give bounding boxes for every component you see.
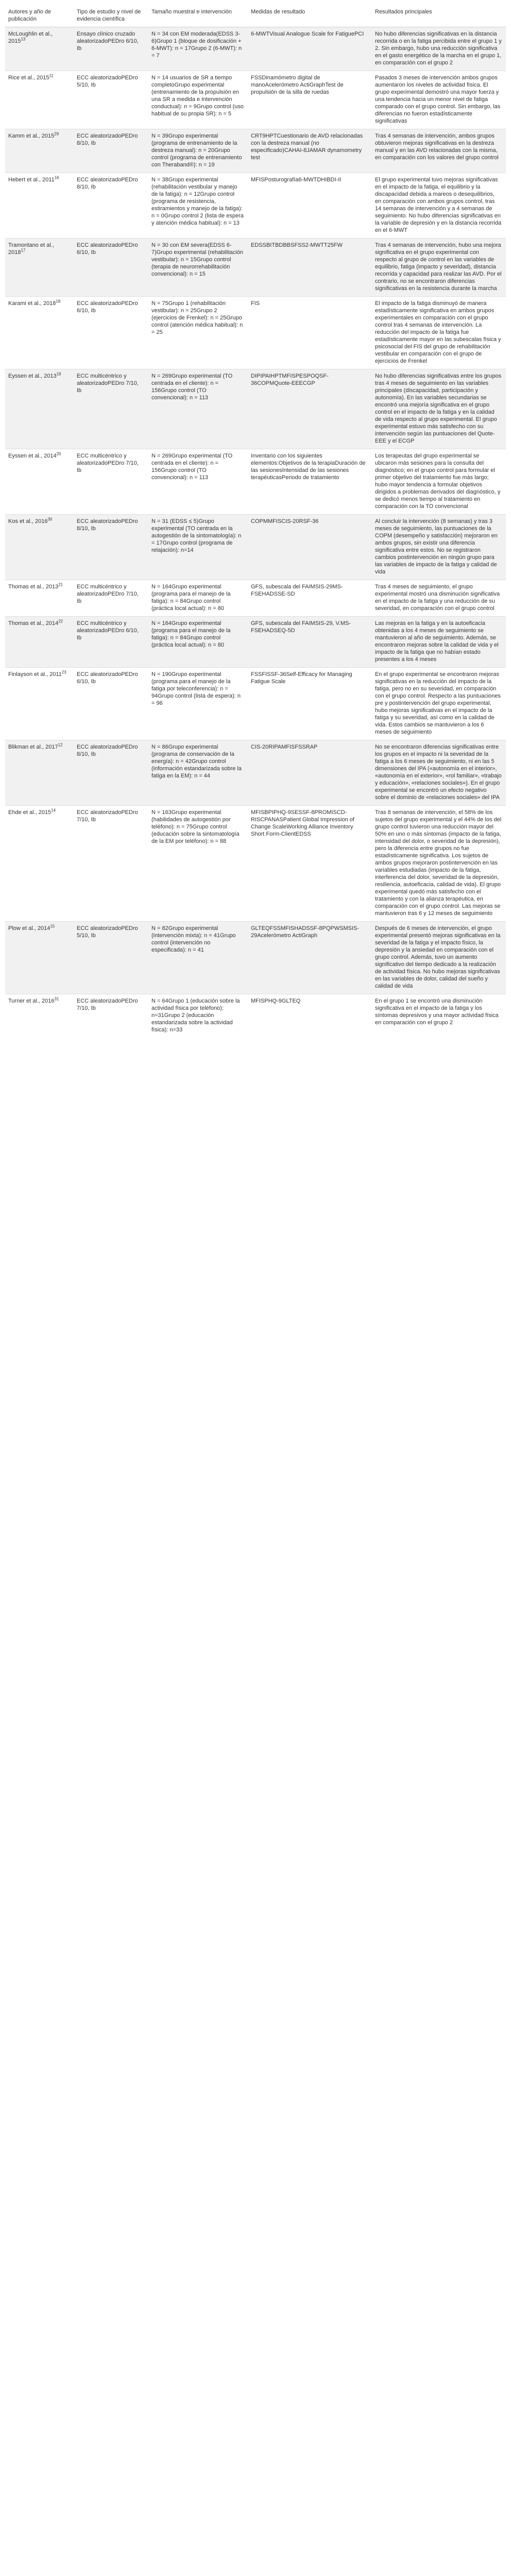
table-row bbox=[5, 617, 506, 668]
results-cell: No hubo diferencias significativas en la distancia recorrida o en la fatiga percibida entre el grupo 1 y 2. Sin embargo, hubo una reducción significativa en el gasto energético de la marcha en el grupo 1, en comparación con el grupo 2 bbox=[372, 27, 506, 71]
reference-number: 30 bbox=[47, 517, 53, 522]
measures-cell: GFS, subescala del FAIMSIS-29, V.MS-FSEHADSEQ-5D bbox=[248, 617, 372, 668]
sample-cell: N = 64Grupo 1 (educación sobre la actividad física por teléfono): n=31Grupo 2 (educación estandarizada sobre la actividad física): n=33 bbox=[148, 994, 248, 1038]
design-cell: Ensayo clínico cruzado aleatorizadoPEDro 6/10, Ib bbox=[74, 27, 148, 71]
header-measures: Medidas de resultado bbox=[248, 5, 372, 27]
reference-number: 12 bbox=[58, 742, 63, 748]
measures-cell: CRT9HPTCuestionario de AVD relacionadas con la destreza manual (no especificado)CAHAI-8JAMAR dynamometry test bbox=[248, 129, 372, 173]
sample-cell: N = 269Grupo experimental (TO centrada en el cliente): n = 156Grupo control (TO convencional): n = 113 bbox=[148, 449, 248, 515]
author-cell bbox=[5, 994, 74, 1038]
author-text: Blikman et al., 2017 bbox=[8, 744, 58, 750]
table-row bbox=[5, 129, 506, 173]
author-cell bbox=[5, 922, 74, 994]
table-body bbox=[5, 27, 506, 1038]
author-cell bbox=[5, 129, 74, 173]
sample-cell: N = 31 (EDSS ≤ 5)Grupo experimental (TO centrada en la autogestión de la sintomatología): n = 17Grupo control (programa de relajación): n=14 bbox=[148, 515, 248, 580]
author-cell bbox=[5, 580, 74, 617]
measures-cell: Inventario con los siguientes elementos:Objetivos de la terapiaDuración de las sesionesIntensidad de las sesiones terapéuticasPeriodo de tratamiento bbox=[248, 449, 372, 515]
author-cell bbox=[5, 668, 74, 740]
design-cell: ECC aleatorizadoPEDro 8/10, Ib bbox=[74, 740, 148, 806]
results-cell: Pasados 3 meses de intervención ambos grupos aumentaron los niveles de actividad física. El grupo experimental demostró una mayor fuerza y una tendencia hacia un menor nivel de fatiga comparado con el grupo control. Sin embargo, las diferencias no fueron estadísticamente significativas bbox=[372, 71, 506, 129]
header-study-type: Tipo de estudio y nivel de evidencia científica bbox=[74, 5, 148, 27]
results-cell: Tras 4 meses de seguimiento, el grupo experimental mostró una disminución significativa en el impacto de la fatiga y una reducción de su severidad, en comparación con el grupo control bbox=[372, 580, 506, 617]
author-cell bbox=[5, 239, 74, 297]
studies-table bbox=[5, 5, 506, 1038]
measures-cell: GFS, subescala del FAIMSIS-29MS-FSEHADSSE-SD bbox=[248, 580, 372, 617]
author-cell bbox=[5, 71, 74, 129]
table-row bbox=[5, 297, 506, 369]
author-text: Hebert et al., 2011 bbox=[8, 177, 55, 183]
sample-cell: N = 269Grupo experimental (TO centrada en el cliente): n = 156Grupo control (TO convencional): n = 113 bbox=[148, 369, 248, 449]
measures-cell: GLTEQFSSMFISHADSSF-8PQPWSMSIS-29Acelerómetro ActiGraph bbox=[248, 922, 372, 994]
results-cell: Tras 4 semanas de intervención, hubo una mejora significativa en el grupo experimental con respecto al grupo de control en las variables de equilibrio, fatiga (impacto y severidad), distancia recorrida y capacidad para realizar las AVD. Por el contrario, no se encontraron diferencias significativas en la resistencia durante la marcha bbox=[372, 239, 506, 297]
header-authors: Autores y año de publicación bbox=[5, 5, 74, 27]
table-row bbox=[5, 922, 506, 994]
table-row bbox=[5, 71, 506, 129]
results-cell: Después de 6 meses de intervención, el grupo experimental presentó mejoras significativas en la severidad de la fatiga y el impacto físico, la depresión y la ansiedad en comparación con el grupo control. Además, tuvo un aumento significativo del tiempo dedicado a la realización de actividad física. No hubo mejoras significativas en las variables de dolor, calidad del sueño y calidad de vida bbox=[372, 922, 506, 994]
measures-cell: 6-MWTVisual Analogue Scale for FatiguePCI bbox=[248, 27, 372, 71]
results-cell: No hubo diferencias significativas entre los grupos tras 4 meses de seguimiento en las variables principales (discapacidad, participación y autonomía). En las variables secundarias se encontró una mejoría significativa en el grupo control en el impacto de la fatiga y en la calidad de vida respecto al grupo experimental. El grupo experimental estuvo más satisfecho con su intervención según las puntuaciones del Quote-EEE y el ECGP bbox=[372, 369, 506, 449]
table-row bbox=[5, 668, 506, 740]
author-text: Turner et al., 2016 bbox=[8, 998, 55, 1004]
author-text: Eyssen et al., 2014 bbox=[8, 453, 57, 459]
author-text: Kos et al., 2016 bbox=[8, 518, 48, 524]
author-text: Kamm et al., 2015 bbox=[8, 133, 55, 139]
author-text: Finlayson et al., 2011 bbox=[8, 671, 62, 677]
design-cell: ECC multicéntrico y aleatorizadoPEDro 7/10, Ib bbox=[74, 369, 148, 449]
table-row bbox=[5, 740, 506, 806]
reference-number: 15 bbox=[50, 924, 55, 929]
table-row bbox=[5, 239, 506, 297]
design-cell: ECC aleatorizadoPEDro 8/10, Ib bbox=[74, 173, 148, 239]
results-cell: Al concluir la intervención (8 semanas) y tras 3 meses de seguimiento, las puntuaciones de la COPM (desempeño y satisfacción) mejoraron en ambos grupos, sin existir una diferencia significativa entre estos. No se registraron cambios postintervención en ningún grupo para las variables de impacto de la fatiga y calidad de vida bbox=[372, 515, 506, 580]
measures-cell: DIPIPAIHPTMFISPESPOQSF-36COPMQuote-EEECGP bbox=[248, 369, 372, 449]
author-text: Plow et al., 2014 bbox=[8, 925, 50, 931]
design-cell: ECC multicéntrico y aleatorizadoPEDro 7/10, Ib bbox=[74, 449, 148, 515]
measures-cell: FSSFISSF-36Self-Efficacy for Managing Fatigue Scale bbox=[248, 668, 372, 740]
table-row bbox=[5, 369, 506, 449]
results-cell: El impacto de la fatiga disminuyó de manera estadísticamente significativa en ambos grupos experimentales en comparación con el grupo control tras 4 semanas de intervención. La reducción del impacto de la fatiga fue estadísticamente mayor en las subescalas física y psicosocial del FIS del grupo de rehabilitación vestibular en comparación con el grupo de ejercicios de Frenkel bbox=[372, 297, 506, 369]
sample-cell: N = 38Grupo experimental (rehabilitación vestibular y manejo de la fatiga): n = 12Grupo control (programa de resistencia, estiramientos y manejo de la fatiga): n = 0Grupo control 2 (lista de espera y atención médica habitual): n = 13 bbox=[148, 173, 248, 239]
author-text: Thomas et al., 2013 bbox=[8, 584, 59, 590]
measures-cell: EDSSBITBDBBSFSS2-MWTT25FW bbox=[248, 239, 372, 297]
author-cell bbox=[5, 740, 74, 806]
results-cell: No se encontraron diferencias significativas entre los grupos en el impacto ni la severidad de la fatiga a los 6 meses de seguimiento, ni en las 5 dimensiones del IPA («autonomía en el interior», «autonomía en el exterior», «rol familiar», «trabajo y educación», «relaciones sociales»). En el grupo experimental se encontró un efecto negativo sobre el dominio de «relaciones sociales» del IPA bbox=[372, 740, 506, 806]
measures-cell: MFISBPIPHQ-9SESSF-8PROMISCD-RISCPANASPatient Global Impression of Change ScaleWorking Alliance Inventory Short Form-ClientEDSS bbox=[248, 806, 372, 922]
table-row bbox=[5, 515, 506, 580]
table-row bbox=[5, 994, 506, 1038]
design-cell: ECC aleatorizadoPEDro 5/10, Ib bbox=[74, 71, 148, 129]
sample-cell: N = 164Grupo experimental (programa para el manejo de la fatiga): n = 84Grupo control (práctica local actual): n = 80 bbox=[148, 580, 248, 617]
reference-number: 16 bbox=[54, 175, 59, 180]
results-cell: En el grupo experimental se encontraron mejoras significativas en la reducción del impacto de la fatiga, pero no en su severidad, en comparación con el grupo control. Respecto a las puntuaciones pre y postintervención del grupo experimental, hubo mejoras significativas en el impacto de la fatiga y su severidad, así como en la calidad de vida. Estos cambios se mantuvieron a los 6 meses de seguimiento bbox=[372, 668, 506, 740]
reference-number: 31 bbox=[54, 996, 59, 1002]
design-cell: ECC aleatorizadoPEDro 5/10, Ib bbox=[74, 922, 148, 994]
author-cell bbox=[5, 173, 74, 239]
header-row bbox=[5, 5, 506, 27]
reference-number: 23 bbox=[61, 670, 66, 675]
sample-cell: N = 14 usuarios de SR a tiempo completoGrupo experimental (entrenamiento de la propulsión en una SR a medida e intervención conductual): n = 9Grupo control (uso habitual de su propia SR): n = 5 bbox=[148, 71, 248, 129]
author-cell bbox=[5, 297, 74, 369]
author-cell bbox=[5, 27, 74, 71]
sample-cell: N = 39Grupo experimental (programa de entrenamiento de la destreza manual): n = 20Grupo control (programa de entrenamiento con Theraband®): n = 19 bbox=[148, 129, 248, 173]
header-results: Resultados principales bbox=[372, 5, 506, 27]
author-text: Tramontano et al., 2018 bbox=[8, 242, 54, 256]
design-cell: ECC multicéntrico y aleatorizadoPEDro 6/10, Ib bbox=[74, 617, 148, 668]
sample-cell: N = 75Grupo 1 (rehabilitación vestibular): n = 25Grupo 2 (ejercicios de Frenkel): n = 25Grupo control (atención médica habitual): n = 25 bbox=[148, 297, 248, 369]
reference-number: 17 bbox=[21, 248, 26, 253]
design-cell: ECC aleatorizadoPEDro 7/10, Ib bbox=[74, 806, 148, 922]
design-cell: ECC aleatorizadoPEDro 8/10, Ib bbox=[74, 515, 148, 580]
author-cell bbox=[5, 617, 74, 668]
reference-number: 20 bbox=[56, 451, 61, 456]
author-text: McLoughlin et al., 2015 bbox=[8, 31, 53, 44]
measures-cell: FSSDinamómetro digital de manoAcelerómetro ActiGraphTest de propulsión de la silla de ruedas bbox=[248, 71, 372, 129]
sample-cell: N = 163Grupo experimental (habilidades de autogestión por teléfono): n = 75Grupo control (educación sobre la sintomatología de la EM por teléfono): n = 88 bbox=[148, 806, 248, 922]
author-text: Eyssen et al., 2013 bbox=[8, 373, 57, 379]
header-sample: Tamaño muestral e intervención bbox=[148, 5, 248, 27]
design-cell: ECC aleatorizadoPEDro 6/10, Ib bbox=[74, 668, 148, 740]
sample-cell: N = 82Grupo experimental (intervención mixta): n = 41Grupo control (intervención no especificada): n = 41 bbox=[148, 922, 248, 994]
reference-number: 22 bbox=[58, 619, 63, 624]
author-cell bbox=[5, 449, 74, 515]
design-cell: ECC aleatorizadoPEDro 7/10, Ib bbox=[74, 994, 148, 1038]
author-text: Rice et al., 2015 bbox=[8, 75, 49, 81]
reference-number: 18 bbox=[56, 299, 61, 304]
reference-number: 29 bbox=[54, 131, 59, 137]
measures-cell: FIS bbox=[248, 297, 372, 369]
table-row bbox=[5, 173, 506, 239]
design-cell: ECC aleatorizadoPEDro 6/10, Ib bbox=[74, 297, 148, 369]
results-cell: Los terapeutas del grupo experimental se ubicaron más sesiones para la consulta del diagnóstico; en el grupo control para formular el primer objetivo del tratamiento fue más largo; hubo mayor tendencia a formular objetivos dirigidos a problemas derivados del diagnóstico, y se dedicó menos tiempo al tratamiento en comparación con la TO convencional bbox=[372, 449, 506, 515]
design-cell: ECC aleatorizadoPEDro 8/10, Ib bbox=[74, 129, 148, 173]
measures-cell: MFISPosturografía6-MWTDHIBDI-II bbox=[248, 173, 372, 239]
design-cell: ECC aleatorizadoPEDro 6/10, Ib bbox=[74, 239, 148, 297]
results-cell: Las mejoras en la fatiga y en la autoeficacia obtenidas a los 4 meses de seguimiento se mantuvieron al año de seguimiento. Además, se encontraron mejoras sobre la calidad de vida y el impacto de la fatiga que no habían estado presentes a los 4 meses bbox=[372, 617, 506, 668]
table-row bbox=[5, 806, 506, 922]
reference-number: 14 bbox=[51, 808, 56, 813]
author-text: Ehde et al., 2015 bbox=[8, 809, 52, 816]
reference-number: 19 bbox=[56, 371, 61, 377]
results-cell: Tras 8 semanas de intervención, el 58% de los sujetos del grupo experimental y el 44% de los del grupo control tuvieron una reducción mayor del 50% en uno o más síntomas (impacto de la fatiga, intensidad del dolor, o severidad de la depresión), pero la diferencia entre grupos no fue estadísticamente significativa. Los sujetos de ambos grupos mejoraron postintervención en las variables estudiadas (impacto de la fatiga, interferencia del dolor, severidad de la depresión, resiliencia, autoeficacia, calidad de vida). El grupo experimental quedó más satisfecho con el tratamiento y con la alianza terapéutica, en comparación con el grupo control. Las mejoras se mantuvieron tras 6 y 12 meses de seguimiento bbox=[372, 806, 506, 922]
results-cell: En el grupo 1 se encontró una disminución significativa en el impacto de la fatiga y los síntomas depresivos y una mayor actividad física en comparación con el grupo 2 bbox=[372, 994, 506, 1038]
table-row bbox=[5, 27, 506, 71]
sample-cell: N = 164Grupo experimental (programa para el manejo de la fatiga): n = 84Grupo control (práctica local actual): n = 80 bbox=[148, 617, 248, 668]
author-cell bbox=[5, 369, 74, 449]
author-cell bbox=[5, 515, 74, 580]
measures-cell: CIS-20RIPAMFISFSSRAP bbox=[248, 740, 372, 806]
sample-cell: N = 190Grupo experimental (programa para el manejo de la fatiga por teleconferencia): n = 94Grupo control (lista de espera): n = 96 bbox=[148, 668, 248, 740]
sample-cell: N = 86Grupo experimental (programa de conservación de la energía): n = 42Grupo control (información estandarizada sobre la fatiga en la EM): n = 44 bbox=[148, 740, 248, 806]
author-text: Karami et al., 2018 bbox=[8, 300, 56, 307]
author-cell bbox=[5, 806, 74, 922]
measures-cell: COPMMFISCIS-20RSF-36 bbox=[248, 515, 372, 580]
reference-number: 11 bbox=[49, 73, 54, 78]
measures-cell: MFISPHQ-9GLTEQ bbox=[248, 994, 372, 1038]
table-row bbox=[5, 449, 506, 515]
results-cell: Tras 4 semanas de intervención, ambos grupos obtuvieron mejoras significativas en la destreza manual y en las AVD relacionadas con la misma, en comparación con los valores del grupo control bbox=[372, 129, 506, 173]
author-text: Thomas et al., 2014 bbox=[8, 620, 59, 626]
table-header bbox=[5, 5, 506, 27]
design-cell: ECC multicéntrico y aleatorizadoPEDro 7/10, Ib bbox=[74, 580, 148, 617]
sample-cell: N = 30 con EM severa(EDSS 6-7)Grupo experimental (rehabilitación vestibular): n = 15Grupo control (terapia de neurorrehabilitación convencional): n = 15 bbox=[148, 239, 248, 297]
reference-number: 13 bbox=[21, 37, 26, 42]
reference-number: 21 bbox=[58, 582, 63, 587]
results-cell: El grupo experimental tuvo mejoras significativas en el impacto de la fatiga, el equilibrio y la discapacidad debida a mareos o desequilibrios, en comparación con ambos grupos control, tras 14 semanas de intervención y a 4 semanas de seguimiento. No hubo diferencias significativas en la variable de depresión y en la distancia recorrida en el 6-MWT bbox=[372, 173, 506, 239]
sample-cell: N = 34 con EM moderada(EDSS 3-6)Grupo 1 (bloque de dosificación + 6-MWT): n = 17Grupo 2 (6-MWT): n = 7 bbox=[148, 27, 248, 71]
table-row bbox=[5, 580, 506, 617]
